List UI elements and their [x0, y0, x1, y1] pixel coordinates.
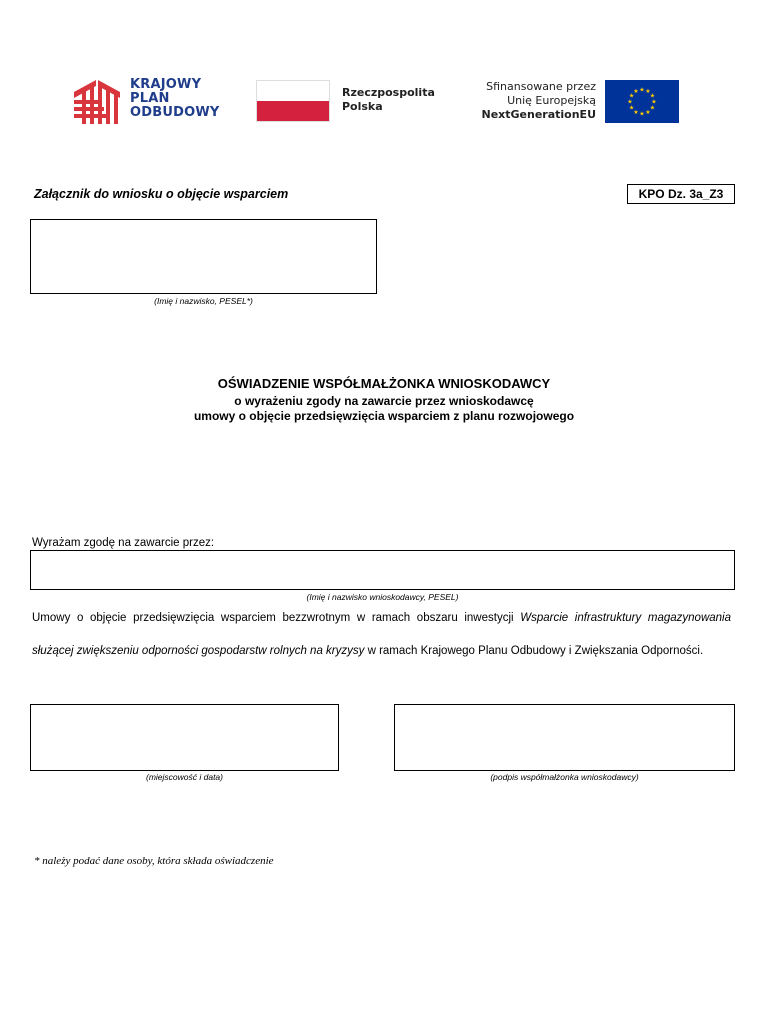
eu-star-icon: ★: [645, 109, 651, 116]
attachment-title: Załącznik do wniosku o objęcie wsparciem: [34, 187, 289, 201]
footnote: * należy podać dane osoby, która składa oświadczenie: [34, 855, 274, 867]
document-title: OŚWIADZENIE WSPÓŁMAŁŻONKA WNIOSKODAWCY: [217, 376, 551, 391]
spouse-signature-field[interactable]: [394, 704, 735, 771]
agreement-text-line-1: Umowy o objęcie przedsięwzięcia wsparciem bezzwrotnym w ramach obszaru inwestycji Wsparcie infrastruktury magazynowania: [32, 612, 731, 624]
eu-star-icon: ★: [645, 89, 651, 96]
signature-caption: (podpis współmałżonka wnioskodawcy): [490, 772, 639, 782]
declarant-caption: (Imię i nazwisko, PESEL*): [154, 296, 253, 306]
rp-logo: [256, 80, 446, 124]
eu-star-icon: ★: [649, 105, 656, 112]
kpo-stripes-icon: [74, 80, 122, 124]
rp-logo-text: Rzeczpospolita Polska: [342, 86, 435, 113]
eu-star-icon: ★: [649, 93, 656, 100]
consent-label: Wyrażam zgodę na zawarcie przez:: [32, 537, 215, 549]
kpo-logo-text: KRAJOWY PLAN ODBUDOWY: [130, 77, 220, 120]
eu-star-icon: ★: [628, 105, 635, 112]
eu-star-icon: ★: [639, 111, 645, 118]
kpo-logo: [74, 78, 234, 128]
eu-star-icon: ★: [651, 99, 657, 106]
applicant-caption: (Imię i nazwisko wnioskodawcy, PESEL): [306, 592, 459, 602]
eu-funding-text: Sfinansowane przez Unię Europejską NextGenerationEU: [481, 80, 596, 121]
document-subtitle-1: o wyrażeniu zgody na zawarcie przez wnioskodawcę: [234, 394, 534, 408]
eu-star-icon: ★: [627, 99, 633, 106]
eu-star-icon: ★: [639, 87, 645, 94]
eu-star-icon: ★: [633, 109, 639, 116]
document-code: KPO Dz. 3a_Z3: [627, 184, 735, 204]
declarant-name-pesel-field[interactable]: [30, 219, 377, 294]
polish-flag-icon: [256, 80, 330, 122]
eu-star-icon: ★: [633, 89, 639, 96]
document-subtitle-2: umowy o objęcie przedsięwzięcia wsparciem z planu rozwojowego: [193, 409, 575, 423]
eu-flag-icon: [605, 80, 679, 123]
place-date-field[interactable]: [30, 704, 339, 771]
place-date-caption: (miejscowość i data): [146, 772, 223, 782]
applicant-name-pesel-field[interactable]: [30, 550, 735, 590]
agreement-text-line-2: służącej zwiększeniu odporności gospodarstw rolnych na kryzysy w ramach Krajowego Planu Odbudowy i Zwiększania Odporności.: [32, 645, 704, 657]
eu-star-icon: ★: [628, 93, 635, 100]
